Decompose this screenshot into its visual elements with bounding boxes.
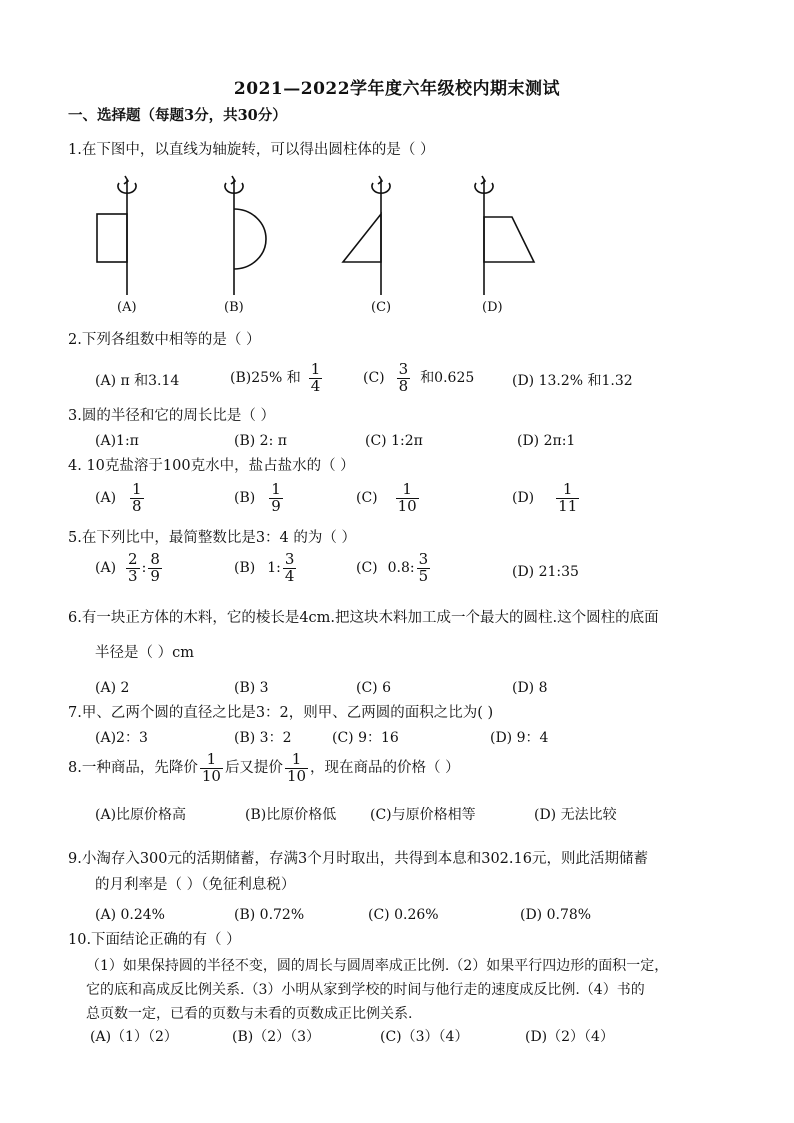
question-7-stem: 7.甲、乙两个圆的直径之比是3：2，则甲、乙两圆的面积之比为( ) xyxy=(68,705,494,721)
figure-label-d: (D) xyxy=(482,300,503,315)
question-10-option-b: (B)（2）（3） xyxy=(232,1029,321,1045)
question-4-option-c: (C) $\frac{1}{10}$ xyxy=(356,480,417,515)
question-8-option-c: (C)与原价格相等 xyxy=(370,807,476,823)
figure-c-triangle-axis xyxy=(343,176,390,295)
question-3-stem: 3.圆的半径和它的周长比是（ ） xyxy=(68,408,275,424)
question-10-option-d: (D)（2）（4） xyxy=(525,1029,614,1045)
question-9-stem: 9.小淘存入300元的活期储蓄，存满3个月时取出，共得到本息和302.16元，则此活期储蓄 xyxy=(68,851,648,867)
question-7-option-b: (B) 3：2 xyxy=(234,730,292,746)
question-5-option-c: (C) 0.8: $\frac{3}{5}$ xyxy=(356,550,429,585)
question-8-option-d: (D) 无法比较 xyxy=(534,807,617,823)
figure-label-c: (C) xyxy=(371,300,392,315)
question-9-option-a: (A) 0.24% xyxy=(95,907,165,923)
question-6-option-a: (A) 2 xyxy=(95,680,130,696)
figure-d-trapezoid-axis xyxy=(475,176,534,295)
question-6-stem: 6.有一块正方体的木料，它的棱长是4cm.把这块木料加工成一个最大的圆柱.这个圆柱的底面 xyxy=(68,610,659,626)
figure-b-semicircle-axis xyxy=(225,176,266,295)
question-6-option-b: (B) 3 xyxy=(234,680,269,696)
fraction: $\frac{3}{5}$ xyxy=(418,550,429,585)
fraction: $\frac{1}{4}$ xyxy=(310,360,321,395)
fraction: $\frac{1}{10}$ xyxy=(286,750,307,785)
question-3-option-c: (C) 1:2π xyxy=(365,433,423,449)
question-10-statements-line-2: 它的底和高成反比例关系.（3）小明从家到学校的时间与他行走的速度成反比例.（4）书的 xyxy=(86,982,645,998)
question-8-option-b: (B)比原价格低 xyxy=(245,807,337,823)
question-4-option-b: (B) $\frac{1}{9}$ xyxy=(234,480,281,515)
fraction: $\frac{1}{10}$ xyxy=(397,480,417,515)
question-10-statements-line-3: 总页数一定，已看的页数与未看的页数成正比例关系. xyxy=(86,1006,413,1022)
question-9-option-b: (B) 0.72% xyxy=(234,907,305,923)
fraction: $\frac{1}{11}$ xyxy=(558,480,578,515)
question-6-option-c: (C) 6 xyxy=(356,680,391,696)
fraction: $\frac{2}{3}$ xyxy=(128,550,138,585)
question-9-option-d: (D) 0.78% xyxy=(520,907,592,923)
question-3-option-b: (B) 2: π xyxy=(234,433,287,449)
question-8-stem: 8.一种商品，先降价 $\frac{1}{10}$ 后又提价 $\frac{1}{10}$ ，现在商品的价格（ ） xyxy=(68,750,460,785)
question-10-option-a: (A)（1）（2） xyxy=(90,1029,178,1045)
question-7-option-a: (A)2：3 xyxy=(95,730,148,746)
page-title: 2021—2022学年度六年级校内期末测试 xyxy=(233,79,561,99)
question-4-option-a: (A) $\frac{1}{8}$ xyxy=(95,480,142,515)
question-2-option-c: (C) $\frac{3}{8}$ 和0.625 xyxy=(363,360,475,395)
question-4-option-d: (D) $\frac{1}{11}$ xyxy=(512,480,578,515)
fraction: $\frac{3}{4}$ xyxy=(284,550,295,585)
question-3-option-a: (A)1:π xyxy=(95,433,139,449)
question-10-stem: 10.下面结论正确的有（ ） xyxy=(68,932,241,948)
fraction: $\frac{8}{9}$ xyxy=(150,550,160,585)
question-9-option-c: (C) 0.26% xyxy=(368,907,439,923)
question-5-option-b: (B) 1: $\frac{3}{4}$ xyxy=(234,550,295,585)
figure-label-b: (B) xyxy=(224,300,244,315)
question-3-option-d: (D) 2π:1 xyxy=(517,433,576,449)
section-heading: 一、选择题（每题3分，共30分） xyxy=(68,107,287,124)
figure-a-rectangle-axis xyxy=(97,176,136,295)
question-8-option-a: (A)比原价格高 xyxy=(95,807,187,823)
question-4-stem: 4. 10克盐溶于100克水中，盐占盐水的（ ） xyxy=(68,458,355,474)
question-6-option-d: (D) 8 xyxy=(512,680,548,696)
question-10-statements-line-1: （1）如果保持圆的半径不变，圆的周长与圆周率成正比例.（2）如果平行四边形的面积一定， xyxy=(86,958,669,974)
question-5-option-a: (A) $\frac{2}{3}$ : $\frac{8}{9}$ xyxy=(95,550,160,585)
question-7-option-c: (C) 9：16 xyxy=(332,730,399,746)
question-2-option-a: (A) π 和3.14 xyxy=(95,373,180,389)
question-9-stem-continued: 的月利率是（ ）（免征利息税） xyxy=(95,877,296,893)
question-2-option-b: (B)25% 和 $\frac{1}{4}$ xyxy=(230,360,321,395)
question-6-stem-continued: 半径是（ ）cm xyxy=(95,645,194,661)
question-5-option-d: (D) 21:35 xyxy=(512,564,579,580)
question-2-stem: 2.下列各组数中相等的是（ ） xyxy=(68,332,261,348)
fraction: $\frac{3}{8}$ xyxy=(398,360,409,395)
figure-label-a: (A) xyxy=(117,300,137,315)
question-2-option-d: (D) 13.2% 和1.32 xyxy=(512,373,633,389)
fraction: $\frac{1}{10}$ xyxy=(201,750,221,785)
question-7-option-d: (D) 9：4 xyxy=(490,730,549,746)
fraction: $\frac{1}{8}$ xyxy=(132,480,142,515)
question-10-option-c: (C)（3）（4） xyxy=(380,1029,469,1045)
fraction: $\frac{1}{9}$ xyxy=(271,480,281,515)
question-1-stem: 1.在下图中，以直线为轴旋转，可以得出圆柱体的是（ ） xyxy=(68,142,435,158)
question-5-stem: 5.在下列比中，最简整数比是3：4 的为（ ） xyxy=(68,530,357,546)
